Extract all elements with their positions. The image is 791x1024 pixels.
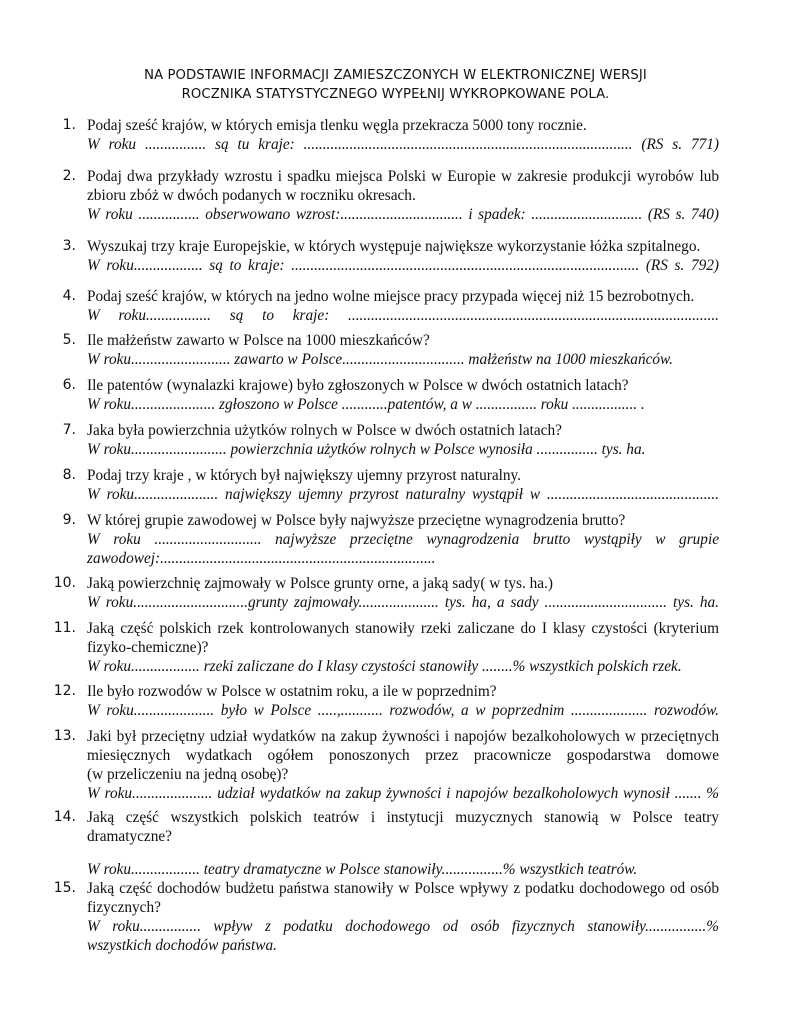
answer-line: zawodowej:........................................................................ — [87, 550, 436, 567]
question-number: 7. — [62, 422, 76, 438]
question-text: dramatyczne? — [87, 828, 172, 845]
question-number: 12. — [53, 683, 76, 699]
title-line-2: ROCZNIKA STATYSTYCZNEGO WYPEŁNIJ WYKROPKOWANE POLA. — [181, 87, 610, 102]
question-text: (w przeliczeniu na jedną osobę)? — [87, 766, 289, 783]
question-number: 14. — [53, 809, 76, 825]
question-text: Jaką powierzchnię zajmowały w Polsce grunty orne, a jaką sady( w tys. ha.) — [87, 575, 553, 592]
answer-line: W roku.................. teatry dramatyczne w Polsce stanowiły................% wszystkich teatrów. — [87, 861, 638, 878]
question-number: 10. — [53, 575, 76, 591]
answer-line: W roku..............................grunty zajmowały..................... tys. ha, a sady ................................ tys. ha. — [87, 594, 719, 611]
answer-line: W roku.................. są to kraje: ........................................................................................... (RS s. 792) — [87, 257, 719, 274]
question-text: Podaj sześć krajów, w których emisja tlenku węgla przekracza 5000 tony rocznie. — [87, 117, 587, 134]
question-text: W której grupie zawodowej w Polsce były najwyższe przeciętne wynagrodzenia brutto? — [87, 512, 626, 529]
answer-line: W roku ................ obserwowano wzrost:................................ i spadek: ............................. (RS s. 740) — [87, 206, 719, 223]
question-text: Podaj sześć krajów, w których na jedno wolne miejsce pracy przypada więcej niż 15 bezrobotnych. — [87, 288, 695, 305]
question-number: 4. — [62, 288, 76, 304]
question-text: Jaka była powierzchnia użytków rolnych w Polsce w dwóch ostatnich latach? — [87, 422, 562, 439]
question-text: Jaką część dochodów budżetu państwa stanowiły w Polsce wpływy z podatku dochodowego od osób — [87, 880, 719, 897]
question-text: Ile patentów (wynalazki krajowe) było zgłoszonych w Polsce w dwóch ostatnich latach? — [87, 377, 629, 394]
answer-line: W roku......................... powierzchnia użytków rolnych w Polsce wynosiła ................ tys. ha. — [87, 441, 646, 458]
question-text: miesięcznych wydatkach ogółem ponoszonych przez pracownicze gospodarstwa domowe — [87, 747, 719, 764]
question-number: 3. — [62, 238, 76, 254]
question-number: 11. — [53, 620, 76, 636]
question-text: Jaką część polskich rzek kontrolowanych stanowiły rzeki zaliczane do I klasy czystości (kryterium — [87, 620, 719, 637]
question-text: Jaki był przeciętny udział wydatków na zakup żywności i napojów bezalkoholowych w przeciętnych — [87, 728, 719, 745]
question-text: zbioru zbóż w dwóch podanych w roczniku okresach. — [87, 187, 416, 204]
question-text: Ile było rozwodów w Polsce w ostatnim roku, a ile w poprzednim? — [87, 683, 497, 700]
question-number: 2. — [62, 168, 76, 184]
answer-line: W roku.................. rzeki zaliczane do I klasy czystości stanowiły ........% wszystkich polskich rzek. — [87, 658, 682, 675]
question-text: Podaj dwa przykłady wzrostu i spadku miejsca Polski w Europie w zakresie produkcji wyrobów lub — [87, 168, 719, 185]
answer-line: W roku...................... największy ujemny przyrost naturalny wystąpił w ............................................. — [87, 486, 719, 503]
question-number: 8. — [62, 467, 76, 483]
answer-line: W roku................ wpływ z podatku dochodowego od osób fizycznych stanowiły................% — [87, 918, 719, 935]
question-text: Ile małżeństw zawarto w Polsce na 1000 mieszkańców? — [87, 332, 430, 349]
question-number: 9. — [62, 512, 76, 528]
answer-line: W roku................. są to kraje: ................................................................................................. — [87, 307, 719, 324]
question-text: fizycznych? — [87, 899, 161, 916]
question-text: Wyszukaj trzy kraje Europejskie, w których występuje największe wykorzystanie łóżka szpitalnego. — [87, 238, 701, 255]
answer-line: W roku ................ są tu kraje: ...................................................................................... (RS s. 771) — [87, 136, 719, 153]
answer-line: W roku...................... zgłoszono w Polsce ............patentów, a w ................ roku ................. . — [87, 396, 645, 413]
question-number: 13. — [53, 728, 76, 744]
answer-line: W roku..................... udział wydatków na zakup żywności i napojów bezalkoholowych wynosił ....... % — [87, 785, 719, 802]
question-number: 6. — [62, 377, 76, 393]
question-text: fizyko-chemiczne)? — [87, 639, 209, 656]
question-number: 1. — [62, 117, 76, 133]
question-text: Podaj trzy kraje , w których był największy ujemny przyrost naturalny. — [87, 467, 522, 484]
title-line-1: NA PODSTAWIE INFORMACJI ZAMIESZCZONYCH W ELEKTRONICZNEJ WERSJI — [144, 68, 647, 83]
question-text: Jaką część wszystkich polskich teatrów i instytucji muzycznych stanowią w Polsce teatry — [87, 809, 719, 826]
question-number: 5. — [62, 332, 76, 348]
answer-line: wszystkich dochodów państwa. — [87, 937, 277, 954]
answer-line: W roku.......................... zawarto w Polsce................................ małżeństw na 1000 mieszkańców. — [87, 351, 673, 368]
answer-line: W roku ............................ najwyższe przeciętne wynagrodzenia brutto wystąpiły w grupie — [87, 531, 719, 548]
answer-line: W roku..................... było w Polsce .....,........... rozwodów, a w poprzednim .................... rozwodów. — [87, 702, 719, 719]
worksheet-title — [40, 66, 751, 104]
question-number: 15. — [53, 880, 76, 896]
